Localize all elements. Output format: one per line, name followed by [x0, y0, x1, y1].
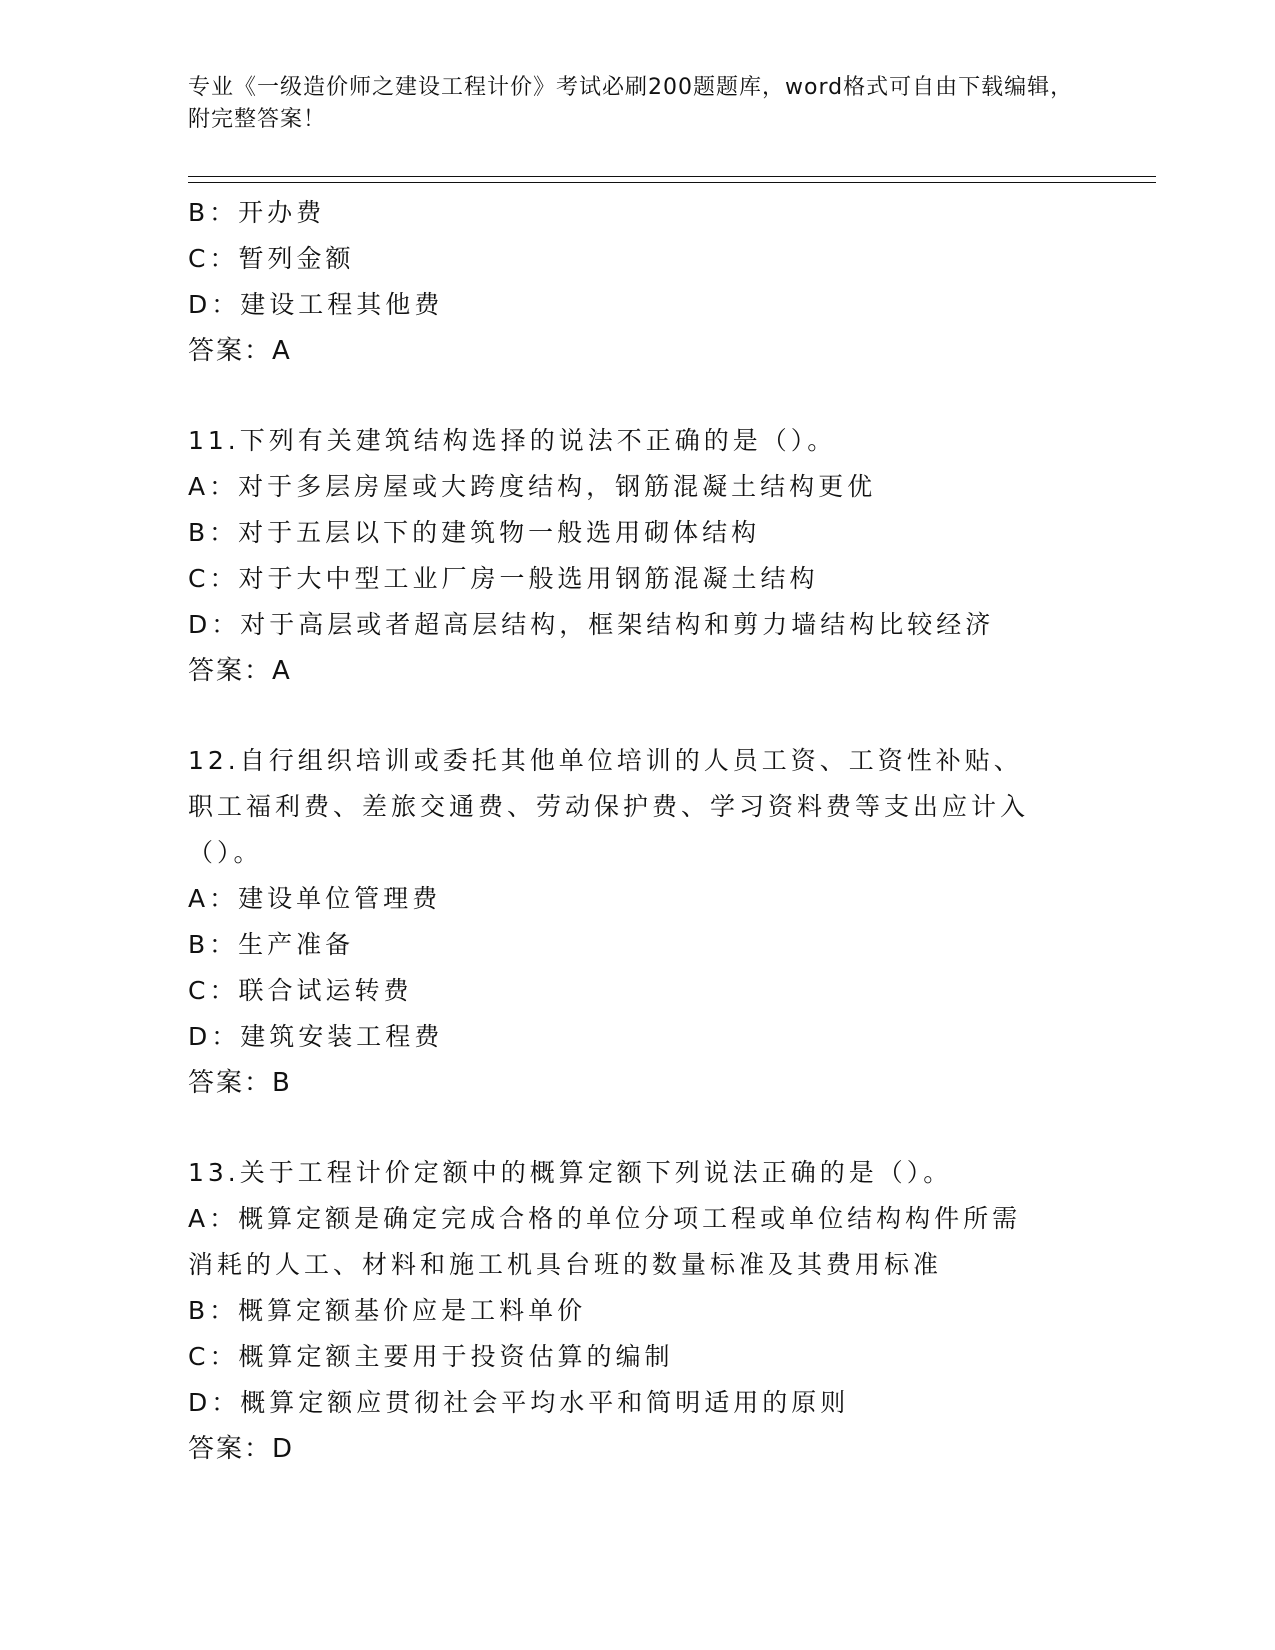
page-header: [188, 72, 1088, 136]
option-b: B：对于五层以下的建筑物一般选用砌体结构: [188, 518, 761, 547]
question-stem: 13.关于工程计价定额中的概算定额下列说法正确的是（）。: [188, 1158, 953, 1187]
option-d: D：对于高层或者超高层结构，框架结构和剪力墙结构比较经济: [188, 610, 995, 639]
option-b: B：概算定额基价应是工料单价: [188, 1296, 587, 1325]
option-d: D：建设工程其他费: [188, 290, 444, 319]
question-11: [188, 418, 1088, 694]
option-a: A：对于多层房屋或大跨度结构，钢筋混凝土结构更优: [188, 472, 877, 501]
header-text: 专业《一级造价师之建设工程计价》考试必刷200题题库，word格式可自由下载编辑，附完整答案！: [188, 75, 1074, 132]
option-b: B：开办费: [188, 198, 326, 227]
question-12: [188, 738, 1088, 1106]
question-content: [188, 190, 1088, 1472]
option-c: C：对于大中型工业厂房一般选用钢筋混凝土结构: [188, 564, 819, 593]
option-d: D：建筑安装工程费: [188, 1022, 444, 1051]
option-c: C：暂列金额: [188, 244, 355, 273]
option-a: A：概算定额是确定完成合格的单位分项工程或单位结构构件所需消耗的人工、材料和施工机具台班的数量标准及其费用标准: [188, 1204, 1022, 1279]
header-rule-top: [188, 176, 1156, 177]
question-13: [188, 1150, 1088, 1472]
option-c: C：概算定额主要用于投资估算的编制: [188, 1342, 674, 1371]
question-stem: 11.下列有关建筑结构选择的说法不正确的是（）。: [188, 426, 837, 455]
option-a: A：建设单位管理费: [188, 884, 442, 913]
header-rule-bottom: [188, 182, 1156, 183]
answer-line: 答案：D: [188, 1434, 295, 1464]
answer-line: 答案：A: [188, 336, 292, 366]
option-b: B：生产准备: [188, 930, 355, 959]
option-c: C：联合试运转费: [188, 976, 413, 1005]
answer-line: 答案：B: [188, 1068, 292, 1098]
previous-question-tail: [188, 190, 1088, 374]
answer-line: 答案：A: [188, 656, 292, 686]
option-d: D：概算定额应贯彻社会平均水平和简明适用的原则: [188, 1388, 850, 1417]
question-stem: 12.自行组织培训或委托其他单位培训的人员工资、工资性补贴、职工福利费、差旅交通费、劳动保护费、学习资料费等支出应计入（）。: [188, 746, 1030, 867]
